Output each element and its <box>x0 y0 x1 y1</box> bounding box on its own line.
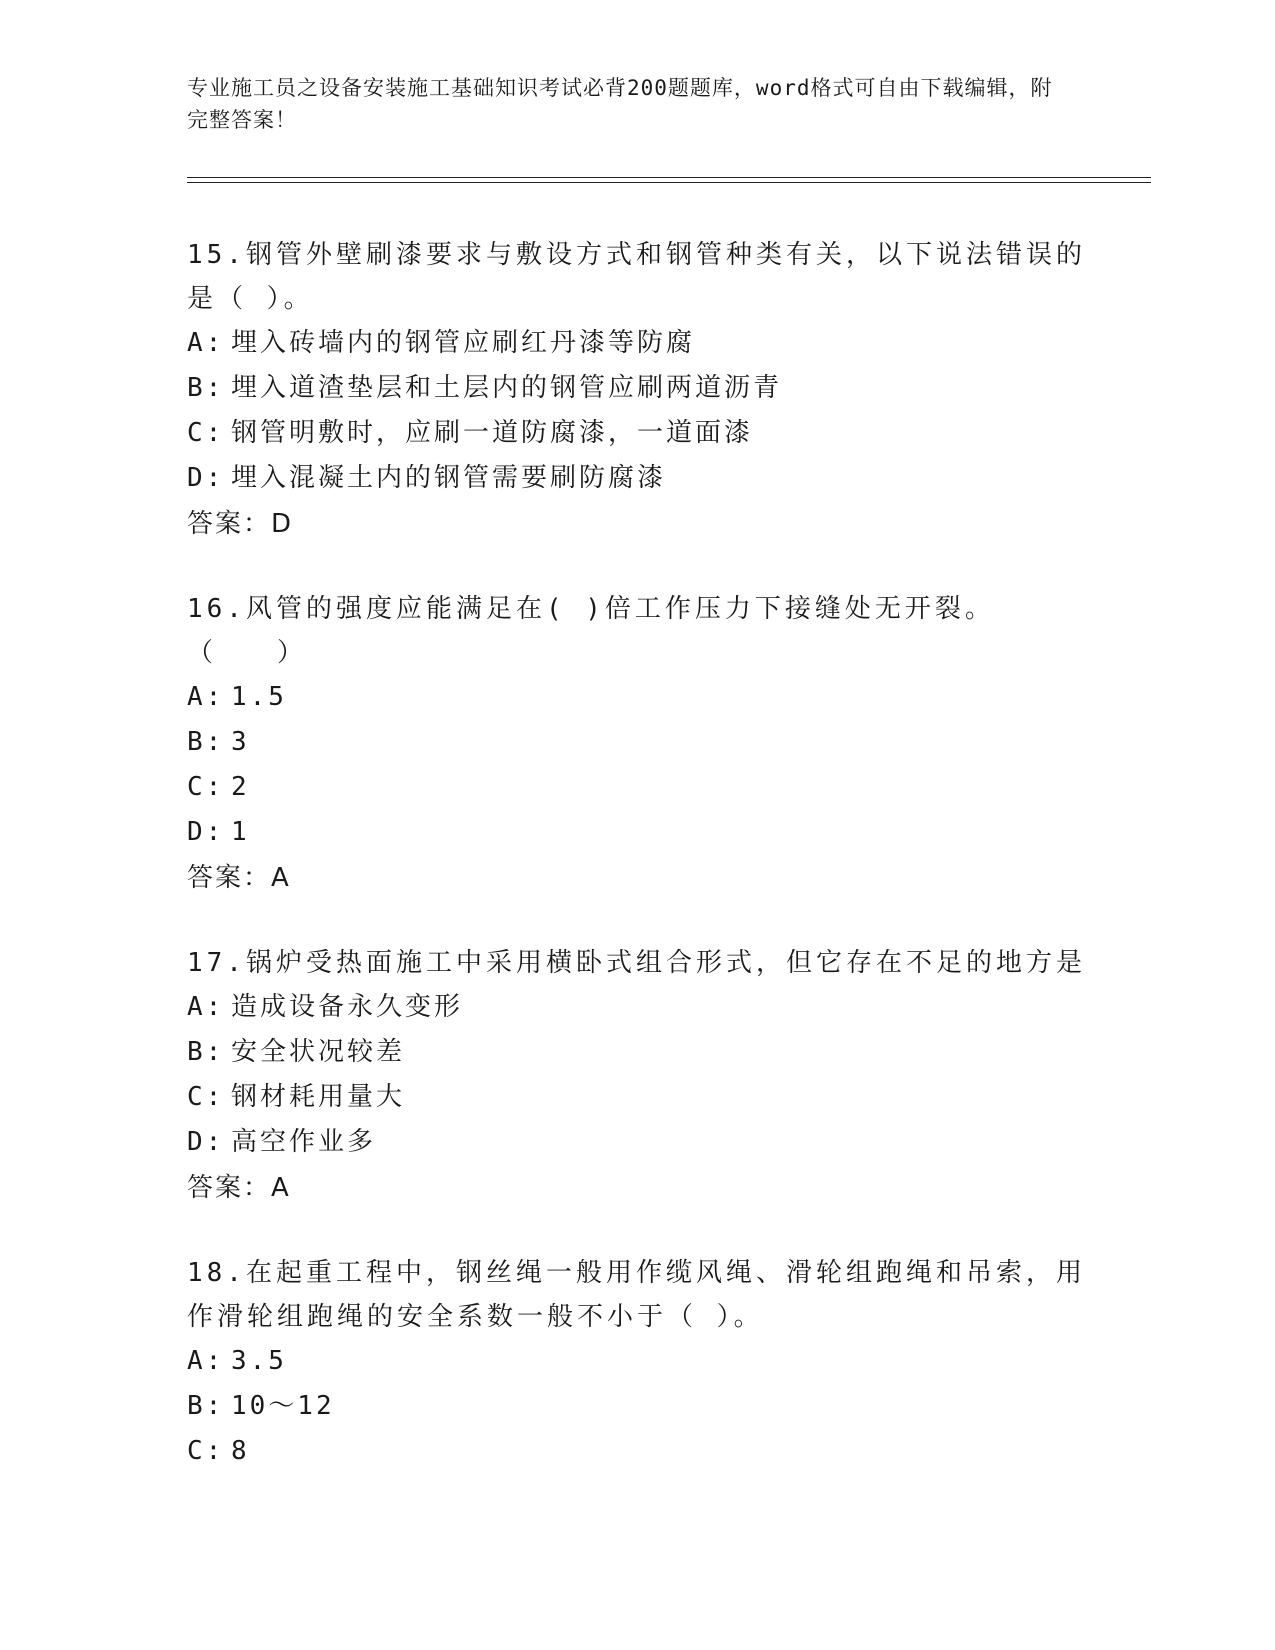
header-divider-top <box>187 177 1151 178</box>
option-text: 10～12 <box>231 1391 335 1421</box>
option-row <box>187 366 1087 411</box>
option-row <box>187 675 1087 720</box>
option-text: 1.5 <box>231 682 287 712</box>
answer-line <box>187 855 1087 901</box>
answer-value: A <box>271 1173 291 1203</box>
option-key: C: <box>187 418 225 448</box>
option-text: 3.5 <box>231 1346 287 1376</box>
option-key: A: <box>187 992 225 1022</box>
option-row <box>187 1384 1087 1429</box>
option-key: A: <box>187 682 225 712</box>
option-text: 1 <box>231 817 250 847</box>
option-row <box>187 810 1087 855</box>
option-row <box>187 321 1087 366</box>
option-key: D: <box>187 817 225 847</box>
option-text: 3 <box>231 727 250 757</box>
option-key: A: <box>187 1346 225 1376</box>
option-row <box>187 411 1087 456</box>
option-row <box>187 1429 1087 1474</box>
option-row <box>187 720 1087 765</box>
option-row <box>187 1339 1087 1384</box>
option-row <box>187 1075 1087 1120</box>
answer-label: 答案： <box>187 509 272 539</box>
option-key: C: <box>187 1082 225 1112</box>
option-key: B: <box>187 727 225 757</box>
answer-value: A <box>271 863 291 893</box>
question-stem: 15.钢管外壁刷漆要求与敷设方式和钢管种类有关，以下说法错误的是（ ）。 <box>187 240 1086 314</box>
option-text: 安全状况较差 <box>231 1037 406 1067</box>
option-key: D: <box>187 1127 225 1157</box>
option-row <box>187 765 1087 810</box>
answer-line <box>187 1165 1087 1211</box>
option-key: C: <box>187 772 225 802</box>
answer-label: 答案： <box>187 1173 272 1203</box>
option-row <box>187 985 1087 1030</box>
document-header: 专业施工员之设备安装施工基础知识考试必背200题题库，word格式可自由下载编辑，附完整答案！ <box>187 76 1053 132</box>
option-key: B: <box>187 1037 225 1067</box>
option-key: D: <box>187 463 225 493</box>
question-stem: 17.锅炉受热面施工中采用横卧式组合形式，但它存在不足的地方是 <box>187 948 1086 978</box>
option-text: 埋入砖墙内的钢管应刷红丹漆等防腐 <box>231 328 696 358</box>
option-row <box>187 456 1087 501</box>
option-text: 8 <box>231 1436 250 1466</box>
question-block <box>187 941 1087 1211</box>
option-key: A: <box>187 328 225 358</box>
header-divider-bottom <box>187 182 1151 183</box>
option-text: 钢管明敷时，应刷一道防腐漆，一道面漆 <box>231 418 754 448</box>
question-stem: 16.风管的强度应能满足在( )倍工作压力下接缝处无开裂。（ ） <box>187 594 995 668</box>
question-block <box>187 587 1087 901</box>
question-stem: 18.在起重工程中，钢丝绳一般用作缆风绳、滑轮组跑绳和吊索，用作滑轮组跑绳的安全系数一般不小于（ ）。 <box>187 1258 1086 1332</box>
answer-line <box>187 501 1087 547</box>
option-text: 埋入道渣垫层和土层内的钢管应刷两道沥青 <box>231 373 783 403</box>
question-list <box>187 233 1087 1514</box>
option-text: 埋入混凝土内的钢管需要刷防腐漆 <box>231 463 667 493</box>
option-text: 造成设备永久变形 <box>231 992 464 1022</box>
option-row <box>187 1120 1087 1165</box>
question-block <box>187 1251 1087 1474</box>
option-key: C: <box>187 1436 225 1466</box>
option-text: 钢材耗用量大 <box>231 1082 406 1112</box>
answer-value: D <box>271 509 294 539</box>
option-text: 2 <box>231 772 250 802</box>
question-block <box>187 233 1087 547</box>
option-row <box>187 1030 1087 1075</box>
option-text: 高空作业多 <box>231 1127 377 1157</box>
answer-label: 答案： <box>187 863 272 893</box>
option-key: B: <box>187 1391 225 1421</box>
option-key: B: <box>187 373 225 403</box>
